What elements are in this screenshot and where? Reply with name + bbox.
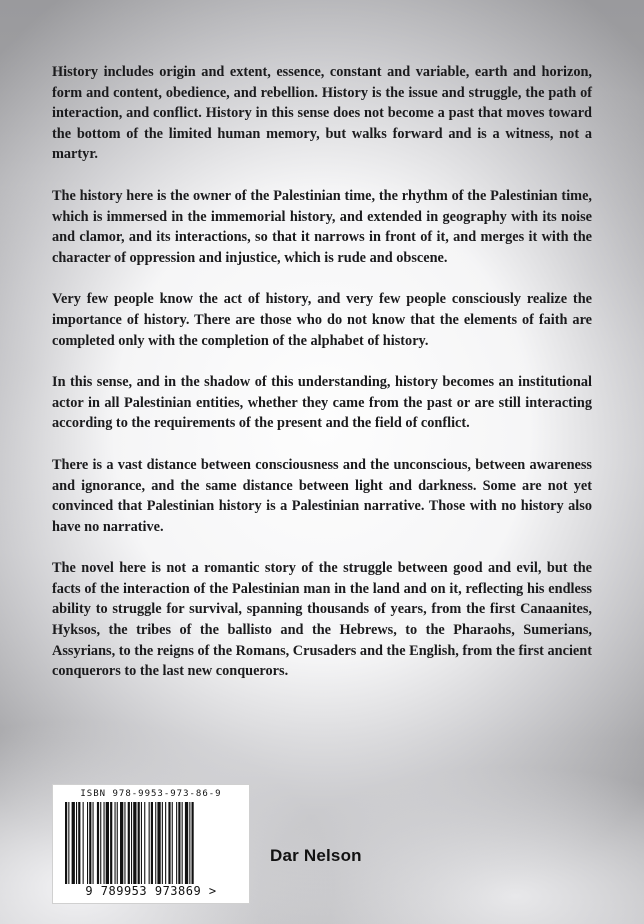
blurb-paragraph-1: History includes origin and extent, essence, constant and variable, earth and horizon, form and content, obedience, and rebellion. History is the issue and struggle, the path of interaction, and conflict. History in this sense does not become a past that moves toward the bottom of the limited human memory, but walks forward and is a witness, not a martyr.	[52, 64, 592, 163]
barcode-bar	[176, 802, 177, 884]
blurb-paragraph-3: Very few people know the act of history, and very few people consciously realize the importance of history. There are those who do not know that the elements of faith are completed only with the completion of the alphabet of history.	[52, 291, 592, 349]
blurb-paragraph-6: The novel here is not a romantic story of the struggle between good and evil, but the facts of the interaction of the Palestinian man in the land and on it, reflecting his endless ability to struggle for survival, spanning thousands of years, from the first Canaanites, Hyksos, the tribes of the ballisto and the Hebrews, to the Pharaohs, Sumerians, Assyrians, to the reigns of the Romans, Crusaders and the English, from the first ancient conquerors to the last new conquerors.	[52, 560, 592, 680]
barcode-bar	[76, 802, 77, 884]
barcode-bar	[155, 802, 156, 884]
barcode-bar	[172, 802, 173, 884]
barcode-bar	[97, 802, 99, 884]
barcode-bar	[151, 802, 153, 884]
barcode-bar	[178, 802, 180, 884]
barcode-bar	[115, 802, 116, 884]
barcode-bar	[124, 802, 125, 884]
barcode-bar	[131, 802, 132, 884]
barcode-bar	[104, 802, 105, 884]
barcode-bar	[93, 802, 94, 884]
barcode-bar	[141, 802, 142, 884]
barcode-bar	[68, 802, 69, 884]
barcode-bar	[78, 802, 80, 884]
barcode-bar	[133, 802, 136, 884]
barcode-bar	[72, 802, 75, 884]
isbn-barcode	[52, 784, 250, 904]
barcode-bar	[168, 802, 170, 884]
barcode-bar	[117, 802, 118, 884]
barcode-bar	[128, 802, 130, 884]
barcode-bar	[182, 802, 183, 884]
blurb-paragraph-5: There is a vast distance between consciousness and the unconscious, between awareness and ignorance, and the same distance between light and darkness. Some are not yet convinced that Palestinian history is a Palestinian narrative. Those with no history also have no narrative.	[52, 456, 592, 535]
barcode-bar	[192, 802, 194, 884]
barcode-bar	[65, 802, 67, 884]
barcode-bar	[144, 802, 145, 884]
publisher-name: Dar Nelson	[270, 846, 362, 865]
barcode-bar	[157, 802, 160, 884]
barcode-bar	[89, 802, 91, 884]
blurb-text	[52, 62, 592, 703]
barcode-bar	[106, 802, 109, 884]
barcode-bar	[165, 802, 166, 884]
blurb-paragraph-4: In this sense, and in the shadow of this understanding, history becomes an institutional actor in all Palestinian entities, whether they came from the past or are still interacting according to the requirements of the present and the field of conflict.	[52, 374, 592, 432]
barcode-bar	[100, 802, 101, 884]
barcode-bar	[138, 802, 140, 884]
barcode-bar	[162, 802, 163, 884]
barcode-bar	[189, 802, 190, 884]
barcode-bar	[120, 802, 123, 884]
blurb-paragraph-2: The history here is the owner of the Palestinian time, the rhythm of the Palestinian time, which is immersed in the immemorial history, and extended in geography with its noise and clamor, and its interactions, so that it narrows in front of it, and merges it with the character of oppression and injustice, which is rude and obscene.	[52, 187, 592, 266]
ean-digits: 9 789953 973869 >	[85, 884, 217, 898]
barcode-bar	[185, 802, 188, 884]
barcode-bar	[87, 802, 88, 884]
barcode-bar	[149, 802, 150, 884]
isbn-label: ISBN 978-9953-973-86-9	[80, 789, 222, 799]
barcode-bars	[65, 802, 237, 884]
barcode-bar	[110, 802, 112, 884]
barcode-bar	[83, 802, 84, 884]
